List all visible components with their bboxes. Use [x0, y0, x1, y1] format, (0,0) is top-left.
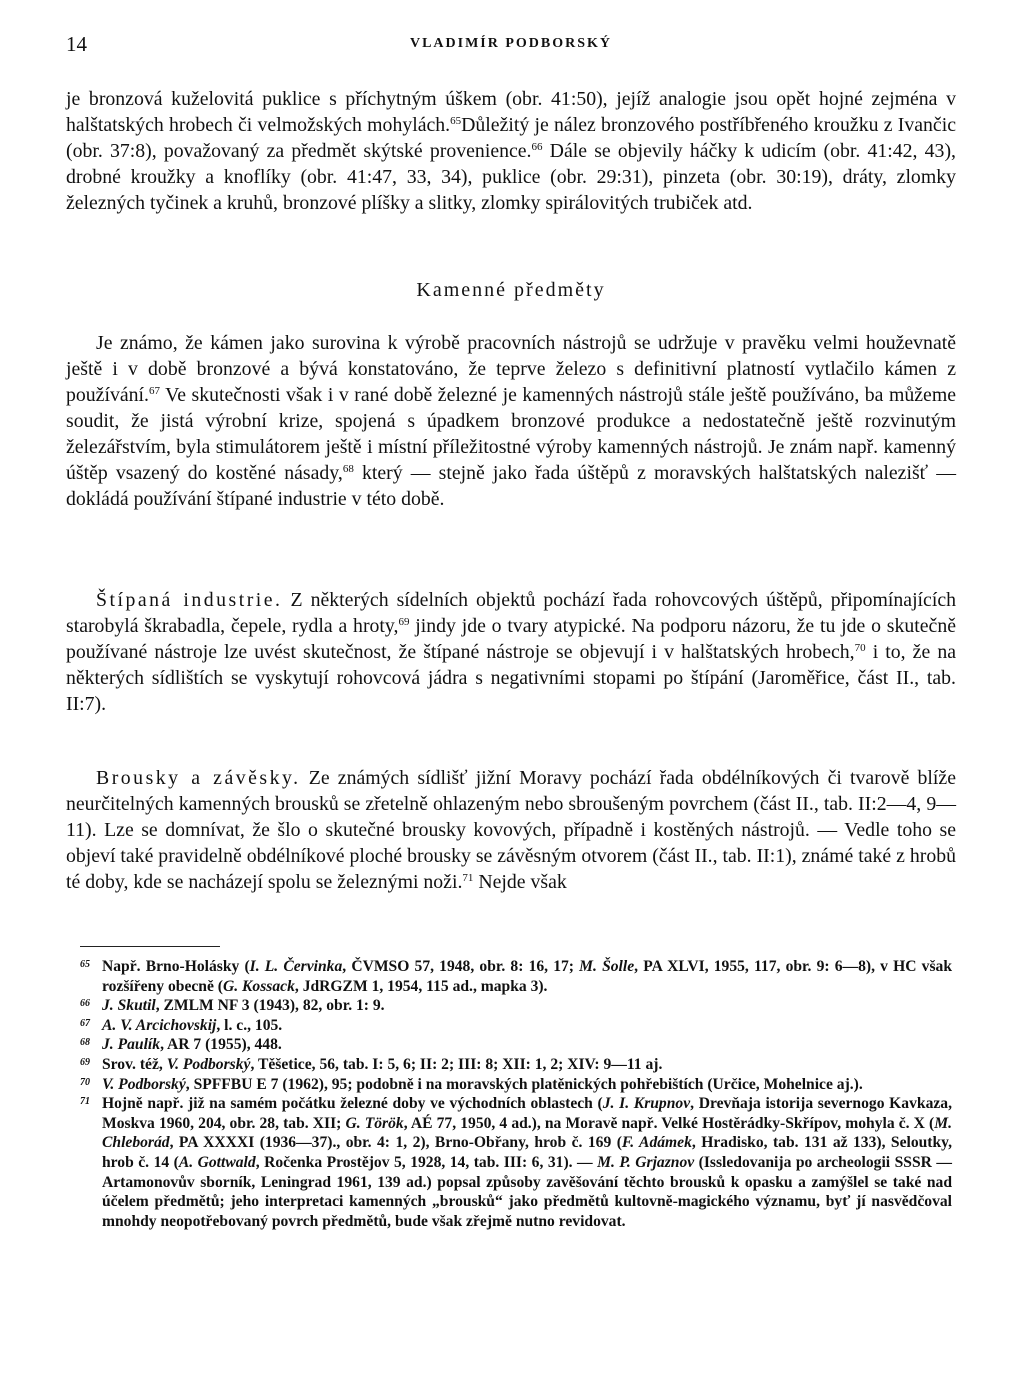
footnote-number: 71	[80, 1096, 90, 1108]
page-number: 14	[66, 32, 87, 56]
section-heading: Kamenné předměty	[416, 279, 606, 301]
footnote-ref-66: 66	[531, 141, 543, 153]
footnote-ref-65: 65	[450, 115, 462, 127]
footnote-65: 65 Např. Brno-Holásky (I. L. Červinka, ČVMSO 57, 1948, obr. 8: 16, 17; M. Šolle, PA XLVI, 1955, 117, obr. 9: 6—8), v HC však rozšířeny obecně (G. Kossack, JdRGZM 1, 1954, 115 ad., mapka 3).	[80, 957, 952, 996]
footnote-number: 65	[80, 959, 90, 970]
footnote-divider	[80, 946, 220, 947]
footnote-number: 66	[80, 998, 90, 1010]
footnote-number: 69	[80, 1056, 90, 1068]
footnote-71: 71 Hojně např. již na samém počátku železné doby ve východních oblastech (J. I. Krupnov, Drevňaja istorija severnogo Kavkaza, Moskva 1960, 204, obr. 28, tab. XII; G. Török, AÉ 77, 1950, 4 ad.), na Moravě např. Velké Hostěrádky-Skřípov, mohyla č. X (M. Chleborád, PA XXXXI (1936—37)., obr. 4: 1, 2), Brno-Obřany, hrob č. 169 (F. Adámek, Hradisko, tab. 131 až 133), Seloutky, hrob č. 14 (A. Gottwald, Ročenka Prostějov 5, 1928, 14, tab. III: 6, 31). — M. P. Grjaznov (Issledovanija po archeologii SSSR — Artamonovův sborník, Leningrad 1961, 139 ad.) popsal způsoby zavěšování těchto brousků k opasku a zamýšlel se také nad účelem předmětů; jeho interpretaci kamenných „brousků“ jako předmětů kultovně-magického významu, byť jí nasvědčoval mnohdy neopotřebovaný povrch předmětů, bude však zřejmě nutno revidovat.	[80, 1094, 952, 1231]
footnotes	[80, 957, 952, 1231]
footnote-68: 68 J. Paulík, AR 7 (1955), 448.	[80, 1035, 952, 1055]
footnote-ref-67: 67	[148, 385, 160, 397]
footnote-70: 70 V. Podborský, SPFFBU E 7 (1962), 95; podobně i na moravských platěnických pohřebištích (Určice, Mohelnice aj.).	[80, 1075, 952, 1095]
paragraph-2: Je známo, že kámen jako surovina k výrobě pracovních nástrojů se udržuje v pravěku velmi houževnatě ještě i v době bronzové a bývá konstatováno, že teprve železo s definitivní platností vytlačilo kámen z používání.$^{67}$ Ve skutečnosti však i v rané době železné je kamenných nástrojů stále ještě používáno, ba můžeme soudit, že jistá výrobní krize, spojená s úpadkem bronzové produkce a nedostatečně ještě rozvinutým železářstvím, byla stimulátorem ještě i místní příležitostné výroby kamenných nástrojů. Je znám např. kamenný úštěp vsazený do kostěné násady,$^{68}$ který — stejně jako řada úštěpů z moravských halštatských nalezišť — dokládá používání štípané industrie v této době.	[66, 332, 957, 510]
footnote-number: 70	[80, 1076, 90, 1088]
paragraph-4: Brousky a závěsky. Ze známých sídlišť jižní Moravy pochází řada obdélníkových či tvarově blíže neurčitelných kamenných brousků se zřetelně ohlazeným nebo sbroušeným povrchem (část II., tab. II:2—4, 9—11). Lze se domnívat, že šlo o skutečné brousky kovových, případně i kostěných nástrojů. — Vedle toho se objeví také pravidelně obdélníkové ploché brousky se závěsným otvorem (část II., tab. II:1), známé také z hrobů té doby, kde se nacházejí spolu se železnými noži.$^{71}$ Nejde však	[66, 767, 956, 893]
paragraph-3: Štípaná industrie. Z některých sídelních objektů pochází řada rohovcových úštěpů, připomínajících starobylá škrabadla, čepele, rydla a hroty,$^{69}$ jindy jde o tvary atypické. Na podporu názoru, že tu jde o skutečně používané nástroje lze uvést skutečnost, že štípané nástroje se objevují i v halštatských hrobech,$^{70}$ i to, že na některých sídlištích se vyskytují rohovcová jádra s negativními stopami po štípání (Jaroměřice, část II., tab. II:7).	[66, 589, 957, 715]
footnote-ref-69: 69	[398, 616, 410, 628]
run-in-heading: Brousky a závěsky.	[96, 767, 301, 789]
footnote-ref-71: 71	[462, 872, 474, 884]
paragraph-1: je bronzová kuželovitá puklice s příchytným úškem (obr. 41:50), jejíž analogie jsou opět hojné zejména v halštatských hrobech či velmožských mohylách.$^{65}$Důležitý je nález bronzového postříbřeného kroužku z Ivančic (obr. 37:8), považovaný za předmět skýtské provenience.$^{66}$ Dále se objevily háčky k udicím (obr. 41:42, 43), drobné kroužky a knoflíky (obr. 41:47, 33, 34), puklice (obr. 29:31), pinzeta (obr. 30:19), dráty, zlomky železných tyčinek a kruhů, bronzové plíšky a slitky, zlomky spirálovitých trubiček atd.	[66, 88, 956, 214]
running-head: VLADIMÍR PODBORSKÝ	[409, 36, 613, 51]
footnote-ref-70: 70	[854, 642, 866, 654]
run-in-heading: Štípaná industrie.	[96, 589, 283, 611]
footnote-67: 67 A. V. Arcichovskij, l. c., 105.	[80, 1016, 952, 1036]
footnote-69: 69 Srov. též, V. Podborský, Těšetice, 56, tab. I: 5, 6; II: 2; III: 8; XII: 1, 2; XIV: 9—11 aj.	[80, 1055, 952, 1075]
footnote-66: 66 J. Skutil, ZMLM NF 3 (1943), 82, obr. 1: 9.	[80, 996, 952, 1016]
footnote-number: 67	[80, 1017, 90, 1029]
page-header	[66, 32, 956, 58]
footnote-number: 68	[80, 1037, 90, 1049]
footnote-ref-68: 68	[342, 463, 354, 475]
